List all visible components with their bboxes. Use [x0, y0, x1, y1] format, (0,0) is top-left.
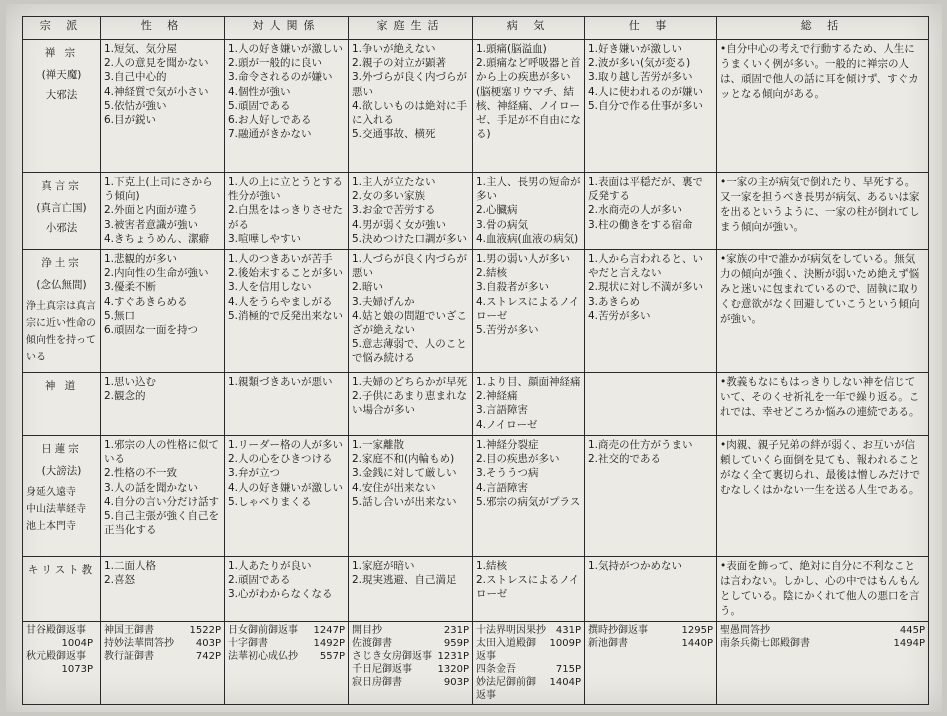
- list-item: 2.人の意見を聞かない: [104, 57, 209, 70]
- reference-title: 四条金吾: [476, 664, 516, 675]
- list-item: 1.商売の仕方がうまい: [588, 439, 693, 451]
- list-item: 4.きちょうめん、潔癖: [104, 232, 210, 245]
- list-item: 3.自己中心的: [104, 71, 167, 84]
- reference-title: 十法界明因果抄: [476, 625, 546, 636]
- list-item: 4.神経質で気が小さい: [104, 85, 209, 98]
- sect-name: 真言宗: [41, 180, 82, 192]
- reference-page: 1492P: [313, 638, 345, 649]
- references-cell: [717, 622, 929, 705]
- reference-entry: [352, 637, 469, 650]
- work-cell: [585, 557, 717, 622]
- reference-title: 妙法尼御前御返事: [476, 677, 536, 701]
- sect-row: [23, 557, 929, 622]
- list-item: 3.取り越し苦労が多い: [588, 71, 693, 84]
- list-item: 2.現状に対し不満が多い: [588, 281, 704, 294]
- sect-row: [23, 250, 929, 373]
- sect-row: [23, 173, 929, 250]
- reference-entry: [104, 637, 221, 650]
- list-item: 6.頑固な一面を持つ: [104, 324, 199, 337]
- list-item: 7.融通がきかない: [228, 128, 312, 141]
- illness-cell: [473, 40, 585, 173]
- list-item: 4.人に使われるのが嫌い: [588, 85, 704, 98]
- list-item: 6.お人好しである: [228, 114, 312, 127]
- list-item: 1.人づらが良く内づらが悪い: [352, 253, 468, 280]
- list-item: 3.自殺者が多い: [476, 281, 550, 294]
- list-item: 2.心臓病: [476, 204, 518, 217]
- column-header: 宗 派: [23, 17, 101, 40]
- reference-title: 寂日房御書: [352, 677, 402, 688]
- summary-cell: •教義もなにもはっきりしない神を信じていて、そのくせ祈礼を一年で繰り返る。これでは、幸せどころか悩みの連続である。: [717, 373, 929, 436]
- reference-page: 959P: [443, 638, 469, 649]
- work-cell: [585, 173, 717, 250]
- reference-title: 甘谷殿御返事: [26, 625, 86, 636]
- list-item: 2.人の心をひきつける: [228, 453, 333, 466]
- sect-cell: [23, 250, 101, 373]
- sect-subtitle: (真言亡国): [36, 202, 87, 214]
- list-item: 5.苦労が多い: [476, 324, 539, 337]
- list-item: 2.頭痛など呼吸器と首から上の疾患が多い(脳梗塞リウマチ、結核、神経痛、ノイローゼ、手足が不自由になる): [476, 57, 581, 141]
- list-item: 1.人あたりが良い: [228, 560, 312, 572]
- sect-row: [23, 40, 929, 173]
- list-item: 4.血液病(血液の病気): [476, 232, 579, 245]
- list-item: 4.個性が強い: [228, 85, 291, 98]
- sect-name: キリスト教: [27, 564, 96, 576]
- list-item: 1.神経分裂症: [476, 439, 539, 451]
- list-item: 1.人の上に立とうとする性分が強い: [228, 176, 344, 203]
- family-cell: [349, 173, 473, 250]
- references-cell: [585, 622, 717, 705]
- list-item: 5.しゃべりまくる: [228, 495, 312, 508]
- list-item: 1.短気、気分屋: [104, 43, 178, 55]
- reference-title: 聖愚問答抄: [720, 625, 770, 636]
- reference-page: 1009P: [549, 638, 581, 649]
- list-item: 1.人の好き嫌いが激しい: [228, 43, 344, 55]
- reference-page: 431P: [555, 625, 581, 636]
- list-item: 3.人の話を聞かない: [104, 481, 199, 494]
- reference-page: 403P: [195, 638, 221, 649]
- references-row: [23, 622, 929, 705]
- relations-cell: [225, 173, 349, 250]
- column-header: 対人関係: [225, 17, 349, 40]
- family-cell: [349, 373, 473, 436]
- personality-cell: [101, 250, 225, 373]
- list-item: 5.依怙が強い: [104, 99, 167, 112]
- list-item: 1.下克上(上司にさからう傾向): [104, 176, 213, 203]
- list-item: 5.消極的で反発出来ない: [228, 309, 344, 322]
- list-item: 2.観念的: [104, 390, 146, 403]
- reference-entry: [104, 650, 221, 663]
- list-item: 1.人から言われると、いやだと言えない: [588, 253, 704, 280]
- reference-page: 742P: [195, 651, 221, 662]
- reference-page: 1073P: [61, 664, 93, 675]
- reference-entry: [228, 637, 345, 650]
- header-row: [23, 17, 929, 40]
- list-item: 3.人を信用しない: [228, 281, 312, 294]
- list-item: 4.安住が出来ない: [352, 481, 436, 494]
- sect-subtitle: (念仏無間): [36, 279, 87, 291]
- references-cell: [473, 622, 585, 705]
- list-item: 5.邪宗の病気がプラス: [476, 495, 581, 508]
- sect-cell: [23, 373, 101, 436]
- personality-cell: [101, 436, 225, 557]
- list-item: 3.喧嘩しやすい: [228, 232, 302, 245]
- list-item: 3.そううつ病: [476, 467, 539, 480]
- references-cell: [225, 622, 349, 705]
- list-item: 3.被害者意識が強い: [104, 218, 199, 231]
- relations-cell: [225, 436, 349, 557]
- list-item: 3.外づらが良く内づらが悪い: [352, 71, 468, 98]
- sect-comparison-table: [22, 16, 929, 705]
- list-item: 3.金銭に対して厳しい: [352, 467, 457, 480]
- column-header: 仕 事: [585, 17, 717, 40]
- reference-entry: [476, 676, 581, 702]
- illness-cell: [473, 173, 585, 250]
- reference-title: 千日尼御返事: [352, 664, 412, 675]
- list-item: 4.自分の言い分だけ話す: [104, 495, 220, 508]
- illness-cell: [473, 436, 585, 557]
- reference-page: 1440P: [681, 638, 713, 649]
- references-sect-cell: [23, 622, 101, 705]
- sect-row: [23, 373, 929, 436]
- list-item: 2.目の疾患が多い: [476, 453, 560, 466]
- list-item: 4.すぐあきらめる: [104, 295, 188, 308]
- reference-entry: [352, 650, 469, 663]
- reference-title: 撰時抄御返事: [588, 625, 648, 636]
- list-item: 1.邪宗の人の性格に似ている: [104, 439, 220, 466]
- reference-entry: [228, 624, 345, 637]
- reference-title: 日女御前御返事: [228, 625, 298, 636]
- reference-title: 新池御書: [588, 638, 628, 649]
- list-item: 1.家庭が暗い: [352, 560, 415, 572]
- reference-entry: [352, 663, 469, 676]
- reference-title: 十字御書: [228, 638, 268, 649]
- list-item: 2.女の多い家族: [352, 190, 426, 203]
- reference-title: 法華初心成仏抄: [228, 651, 298, 662]
- list-item: 1.主人、長男の短命が多い: [476, 176, 581, 203]
- reference-entry: [476, 624, 581, 637]
- list-item: 2.社交的である: [588, 453, 662, 466]
- reference-page: 1004P: [61, 638, 93, 649]
- list-item: 2.性格の不一致: [104, 467, 178, 480]
- list-item: 5.意志薄弱で、人のことで悩み続ける: [352, 338, 467, 365]
- relations-cell: [225, 40, 349, 173]
- reference-entry: [588, 637, 713, 650]
- list-item: 5.無口: [104, 309, 136, 322]
- list-item: 2.頑固である: [228, 574, 291, 587]
- illness-cell: [473, 557, 585, 622]
- reference-entry: [476, 663, 581, 676]
- reference-entry: [352, 676, 469, 689]
- sect-classification: 大邪法: [45, 89, 78, 101]
- list-item: 2.頭が一般的に良い: [228, 57, 323, 70]
- personality-cell: [101, 373, 225, 436]
- list-item: 2.暗い: [352, 281, 384, 294]
- sect-classification: 小邪法: [45, 222, 78, 234]
- sect-note: 身延久遠寺 中山法華経寺 池上本門寺: [26, 487, 86, 532]
- reference-title: さじき女房御返事: [352, 651, 432, 662]
- column-header: 病 気: [473, 17, 585, 40]
- list-item: 2.水商売の人が多い: [588, 204, 683, 217]
- sect-note: 浄土真宗は真言宗に近い性命の傾向性を持っている: [26, 301, 96, 363]
- reference-title: 教行証御書: [104, 651, 154, 662]
- sect-name: 神 道: [44, 380, 79, 392]
- reference-entry: [352, 624, 469, 637]
- list-item: 5.自分で作る仕事が多い: [588, 99, 704, 112]
- document-sheet: [6, 4, 942, 712]
- reference-page: 231P: [443, 625, 469, 636]
- list-item: 6.目が鋭い: [104, 114, 157, 127]
- reference-page: 715P: [555, 664, 581, 675]
- reference-entry: [476, 637, 581, 663]
- list-item: 1.争いが絶えない: [352, 43, 436, 55]
- summary-cell: •肉親、親子兄弟の絆が弱く、お互いが信頼していくら面倒を見ても、報われることがなく全て裏切られ、最後は憎しみだけでむなしくはかない一生を送る人生である。: [717, 436, 929, 557]
- sect-cell: [23, 436, 101, 557]
- reference-title: 神国王御書: [104, 625, 154, 636]
- references-cell: [349, 622, 473, 705]
- personality-cell: [101, 40, 225, 173]
- reference-entry: [720, 637, 925, 650]
- reference-page: 1231P: [437, 651, 469, 662]
- list-item: 3.言語障害: [476, 404, 529, 417]
- list-item: 2.後始末することが多い: [228, 267, 344, 280]
- sect-row: [23, 436, 929, 557]
- list-item: 1.より目、顔面神経痛: [476, 376, 581, 388]
- reference-entry: [588, 624, 713, 637]
- sect-cell: [23, 40, 101, 173]
- summary-cell: •表面を飾って、絶対に自分に不利なことは言わない。しかし、心の中ではもんもんとしている。陰にかくれて他人の悪口を言う。: [717, 557, 929, 622]
- list-item: 1.気持がつかめない: [588, 560, 683, 572]
- list-item: 4.姑と娘の問題でいざこざが絶えない: [352, 309, 468, 337]
- reference-page: 1404P: [549, 677, 581, 688]
- list-item: 4.言語障害: [476, 481, 529, 494]
- list-item: 1.主人が立たない: [352, 176, 436, 188]
- reference-page: 903P: [443, 677, 469, 688]
- work-cell: [585, 436, 717, 557]
- list-item: 1.好き嫌いが激しい: [588, 43, 683, 55]
- relations-cell: [225, 557, 349, 622]
- summary-cell: •一家の主が病気で倒れたり、早死する。又一家を担うべき長男が病気、あるいは家を出るというように、一家の柱が倒れてしまう傾向が強い。: [717, 173, 929, 250]
- list-item: 2.内向性の生命が強い: [104, 267, 209, 280]
- list-item: 2.外面と内面が違う: [104, 204, 199, 217]
- sect-name: 禅 宗: [44, 47, 79, 59]
- list-item: 1.夫婦のどちらかが早死: [352, 376, 468, 388]
- references-cell: [101, 622, 225, 705]
- work-cell: [585, 40, 717, 173]
- sect-cell: [23, 557, 101, 622]
- list-item: 3.優柔不断: [104, 281, 157, 294]
- reference-page: 1494P: [893, 638, 925, 649]
- list-item: 5.頑固である: [228, 99, 291, 112]
- list-item: 5.自己主張が強く自己を正当化する: [104, 510, 220, 537]
- list-item: 1.頭痛(脳溢血): [476, 43, 547, 55]
- column-header: 総 括: [717, 17, 929, 40]
- reference-entry: [104, 624, 221, 637]
- list-item: 2.子供にあまり恵まれない場合が多い: [352, 390, 468, 417]
- list-item: 5.交通事故、横死: [352, 128, 436, 141]
- family-cell: [349, 557, 473, 622]
- list-item: 1.二面人格: [104, 560, 157, 572]
- reference-title: 太田入道殿御返事: [476, 638, 536, 662]
- list-item: 1.悲観的が多い: [104, 253, 178, 265]
- list-item: 5.決めつけた口調が多い: [352, 232, 468, 245]
- list-item: 2.波が多い(気が変る): [588, 57, 691, 70]
- illness-cell: [473, 250, 585, 373]
- sect-subtitle: (禅天魔): [41, 69, 82, 81]
- relations-cell: [225, 373, 349, 436]
- column-header: 性 格: [101, 17, 225, 40]
- list-item: 3.夫婦げんか: [352, 295, 415, 308]
- family-cell: [349, 40, 473, 173]
- sect-name: 日蓮宗: [41, 443, 82, 455]
- reference-page: 445P: [899, 625, 925, 636]
- list-item: 3.あきらめ: [588, 295, 641, 308]
- family-cell: [349, 436, 473, 557]
- list-item: 5.話し合いが出来ない: [352, 495, 457, 508]
- list-item: 1.親類づきあいが悪い: [228, 376, 333, 388]
- list-item: 2.神経痛: [476, 390, 518, 403]
- work-cell: [585, 250, 717, 373]
- reference-page: 1522P: [189, 625, 221, 636]
- list-item: 1.一家離散: [352, 439, 405, 451]
- reference-title: 南条兵衛七郎殿御書: [720, 638, 810, 649]
- list-item: 4.ノイローゼ: [476, 418, 538, 431]
- reference-page: 1320P: [437, 664, 469, 675]
- relations-cell: [225, 250, 349, 373]
- list-item: 3.お金で苦労する: [352, 204, 436, 217]
- list-item: 3.柱の働きをする宿命: [588, 218, 693, 231]
- list-item: 3.命令されるのが嫌い: [228, 71, 333, 84]
- sect-name: 浄土宗: [41, 257, 82, 269]
- summary-cell: •家族の中で誰かが病気をしている。無気力の傾向が強く、決断が弱いため絶えず悩みと迷いに包まれているので、固執に取りくむ意欲がなく回避していこうという傾向が強い。: [717, 250, 929, 373]
- list-item: 4.欲しいものは絶対に手に入れる: [352, 99, 468, 127]
- list-item: 4.苦労が多い: [588, 309, 651, 322]
- list-item: 1.表面は平穏だが、裏で反発する: [588, 176, 704, 203]
- personality-cell: [101, 557, 225, 622]
- summary-cell: •自分中心の考えで行動するため、人生にうまくいく例が多い。一般的に禅宗の人は、頑固で他人の話に耳を傾けず、すぐカッとなる傾向がある。: [717, 40, 929, 173]
- reference-title: 秋元殿御返事: [26, 651, 86, 662]
- list-item: 3.骨の病気: [476, 218, 529, 231]
- list-item: 1.リーダー格の人が多い: [228, 439, 344, 451]
- reference-entry: [228, 650, 345, 663]
- list-item: 4.人の好き嫌いが激しい: [228, 481, 344, 494]
- family-cell: [349, 250, 473, 373]
- list-item: 1.結核: [476, 560, 508, 572]
- column-header: 家庭生活: [349, 17, 473, 40]
- list-item: 1.男の弱い人が多い: [476, 253, 571, 265]
- list-item: 2.家庭不和(内輪もめ): [352, 453, 455, 466]
- work-cell: [585, 373, 717, 436]
- reference-entry: [720, 624, 925, 637]
- sect-cell: [23, 173, 101, 250]
- reference-title: 持妙法華問答抄: [104, 638, 174, 649]
- reference-title: 佐渡御書: [352, 638, 392, 649]
- illness-cell: [473, 373, 585, 436]
- list-item: 4.ストレスによるノイローゼ: [476, 295, 580, 322]
- sect-subtitle: (大謗法): [41, 465, 82, 477]
- reference-page: 1247P: [313, 625, 345, 636]
- list-item: 2.白黒をはっきりさせたがる: [228, 204, 344, 231]
- reference-title: 開目抄: [352, 625, 382, 636]
- list-item: 4.男が弱く女が強い: [352, 218, 447, 231]
- list-item: 2.結核: [476, 267, 508, 280]
- list-item: 2.現実逃避、自己満足: [352, 574, 457, 587]
- reference-page: 1295P: [681, 625, 713, 636]
- list-item: 2.喜怒: [104, 574, 136, 587]
- list-item: 1.人のつきあいが苦手: [228, 253, 333, 265]
- list-item: 2.親子の対立が顕著: [352, 57, 447, 70]
- list-item: 2.ストレスによるノイローゼ: [476, 574, 580, 601]
- list-item: 3.弁が立つ: [228, 467, 281, 480]
- list-item: 4.人をうらやましがる: [228, 295, 333, 308]
- reference-page: 557P: [319, 651, 345, 662]
- list-item: 3.心がわからなくなる: [228, 588, 333, 601]
- personality-cell: [101, 173, 225, 250]
- list-item: 1.思い込む: [104, 376, 157, 388]
